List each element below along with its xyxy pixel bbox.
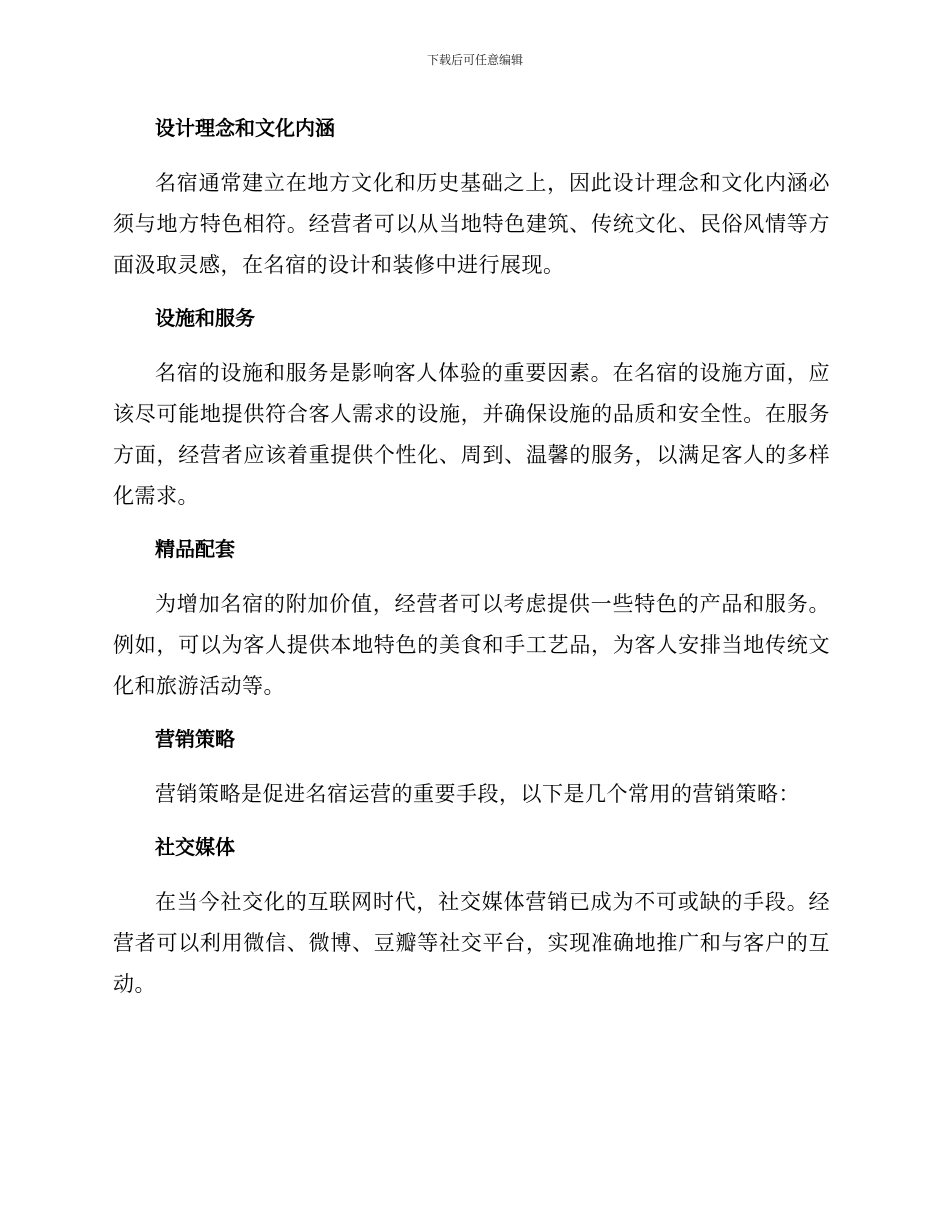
document-body [113,108,830,1005]
section-body-facilities: 名宿的设施和服务是影响客人体验的重要因素。在名宿的设施方面，应该尽可能地提供符合客人需求的设施，并确保设施的品质和安全性。在服务方面，经营者应该着重提供个性化、周到、温馨的服务，以满足客人的多样化需求。 [113,361,830,508]
section-heading-design: 设计理念和文化内涵 [155,116,335,140]
section-body-design: 名宿通常建立在地方文化和历史基础之上，因此设计理念和文化内涵必须与地方特色相符。经营者可以从当地特色建筑、传统文化、民俗风情等方面汲取灵感，在名宿的设计和装修中进行展现。 [113,171,830,277]
section-heading-marketing: 营销策略 [155,727,235,751]
section-heading-facilities: 设施和服务 [155,306,255,330]
section-heading-boutique: 精品配套 [155,537,235,561]
page-header-note: 下载后可任意编辑 [426,53,523,67]
section-body-social-media: 在当今社交化的互联网时代，社交媒体营销已成为不可或缺的手段。经营者可以利用微信、微博、豆瓣等社交平台，实现准确地推广和与客户的互动。 [113,890,830,996]
section-body-boutique: 为增加名宿的附加价值，经营者可以考虑提供一些特色的产品和服务。例如，可以为客人提供本地特色的美食和手工艺品，为客人安排当地传统文化和旅游活动等。 [113,592,830,698]
section-body-marketing: 营销策略是促进名宿运营的重要手段，以下是几个常用的营销策略： [155,782,800,806]
section-heading-social-media: 社交媒体 [155,835,235,859]
